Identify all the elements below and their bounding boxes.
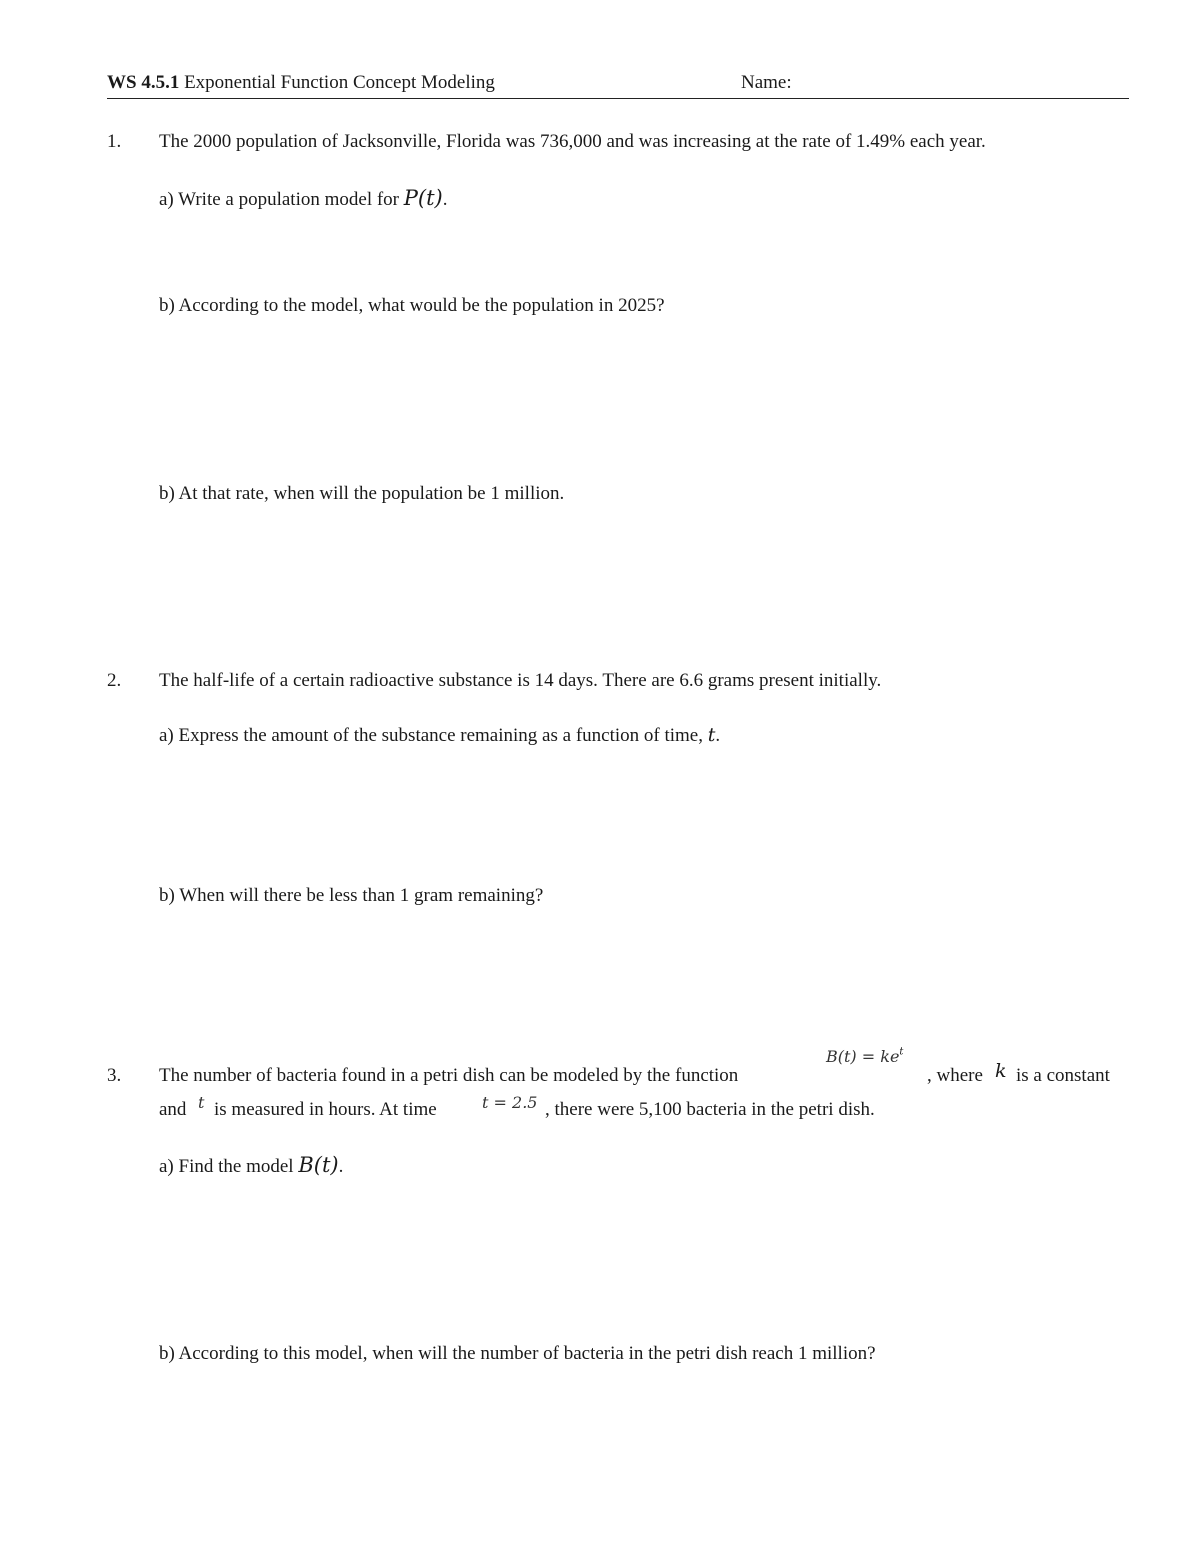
problem-1a-question — [159, 186, 447, 211]
problem-3a-label: a) Find the model — [159, 1156, 294, 1177]
problem-1-text: The 2000 population of Jacksonville, Florida was 736,000 and was increasing at the rate of 1.49% each year. — [159, 131, 986, 152]
problem-1a-label: a) Write a population model for — [159, 189, 400, 210]
worksheet-title-text: Exponential Function Concept Modeling — [184, 72, 495, 93]
problem-3-var-t: t — [198, 1093, 205, 1112]
problem-1a-suffix: . — [442, 189, 448, 210]
formula-text: B(t) = ke — [826, 1047, 900, 1066]
name-label: Name: — [741, 72, 792, 93]
problem-3-var-k: k — [995, 1060, 1007, 1082]
problem-3-line2-hours: is measured in hours. At time — [214, 1099, 437, 1120]
problem-3-text-line1: The number of bacteria found in a petri dish can be modeled by the function — [159, 1065, 739, 1086]
problem-2b-question: b) When will there be less than 1 gram remaining? — [159, 885, 544, 906]
problem-2a-question — [159, 724, 720, 747]
problem-2-text: The half-life of a certain radioactive substance is 14 days. There are 6.6 grams present initially. — [159, 670, 882, 691]
problem-1-number: 1. — [107, 131, 122, 152]
worksheet-header — [107, 72, 1129, 99]
problem-3b-question: b) According to this model, when will the number of bacteria in the petri dish reach 1 million? — [159, 1343, 876, 1364]
problem-3a-math: B(t) — [298, 1153, 339, 1177]
problem-3-where-text: , where — [927, 1065, 983, 1086]
problem-3a-suffix: . — [338, 1156, 344, 1177]
problem-2a-label: a) Express the amount of the substance remaining as a function of time, — [159, 725, 703, 746]
problem-3-number: 3. — [107, 1065, 122, 1086]
problem-3a-question — [159, 1153, 343, 1178]
problem-3-constant-text: is a constant — [1016, 1065, 1110, 1086]
problem-1a-math: P(t) — [403, 186, 443, 210]
problem-3-time-eq: t = 2.5 — [482, 1093, 538, 1112]
problem-3-line2-bacteria: , there were 5,100 bacteria in the petri dish. — [545, 1099, 875, 1120]
problem-2a-suffix: . — [715, 725, 721, 746]
worksheet-code: WS 4.5.1 — [107, 72, 180, 93]
problem-2-number: 2. — [107, 670, 122, 691]
worksheet-title — [107, 72, 495, 94]
problem-3-formula — [826, 1046, 903, 1068]
problem-3-line2-and: and — [159, 1099, 187, 1120]
formula-exponent: t — [899, 1046, 904, 1058]
problem-1b-question: b) According to the model, what would be the population in 2025? — [159, 295, 665, 316]
problem-1c-question: b) At that rate, when will the population be 1 million. — [159, 483, 565, 504]
problem-2a-math: t — [707, 724, 716, 746]
